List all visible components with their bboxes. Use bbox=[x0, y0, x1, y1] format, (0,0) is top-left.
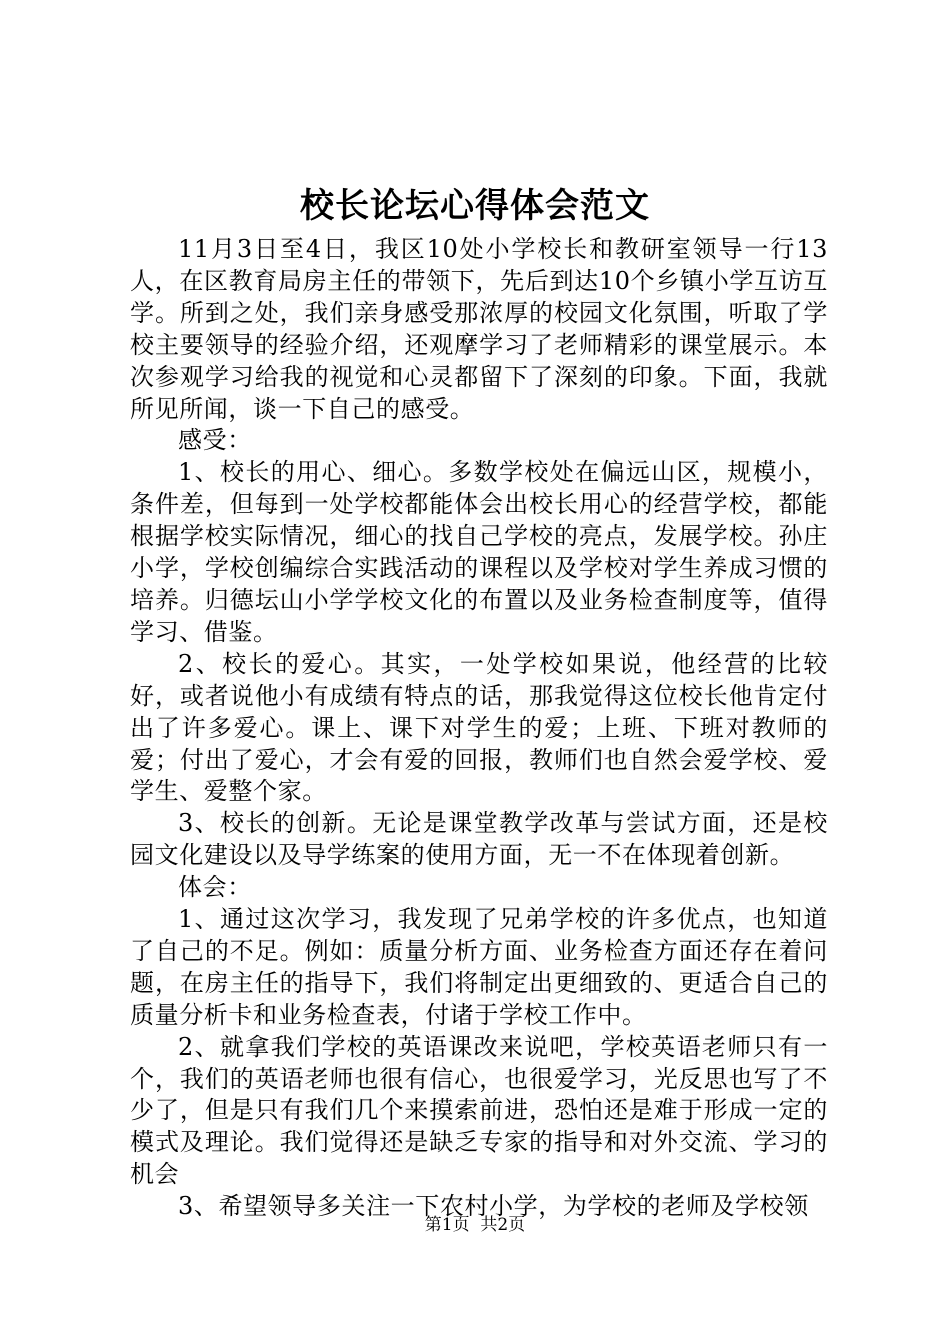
paragraph-experience-3: 3、希望领导多关注一下农村小学，为学校的老师及学校领 bbox=[178, 1192, 809, 1221]
paragraph-feeling-1: 1、校长的用心、细心。多数学校处在偏远山区，规模小，条件差，但每到一处学校都能体会出校长用心的经营学校，都能根据学校实际情况，细心的找自己学校的亮点，发展学校。孙庄小学，学校创编综合实践活动的课程以及学校对学生养成习惯的培养。归德坛山小学学校文化的布置以及业务检查制度等，值得学习、借鉴。 bbox=[130, 458, 828, 646]
document-body bbox=[130, 234, 828, 1223]
page-footer: 第1页 共2页 bbox=[424, 1215, 526, 1235]
document-title: 校长论坛心得体会范文 bbox=[300, 186, 650, 226]
paragraph-feeling-3: 3、校长的创新。无论是课堂教学改革与尝试方面，还是校园文化建设以及导学练案的使用方面，无一不在体现着创新。 bbox=[130, 809, 828, 870]
section-heading-experience: 体会： bbox=[178, 873, 252, 902]
paragraph-intro: 11月3日至4日，我区10处小学校长和教研室领导一行13人，在区教育局房主任的带领下，先后到达10个乡镇小学互访互学。所到之处，我们亲身感受那浓厚的校园文化氛围，听取了学校主要领导的经验介绍，还观摩学习了老师精彩的课堂展示。本次参观学习给我的视觉和心灵都留下了深刻的印象。下面，我就所见所闻，谈一下自己的感受。 bbox=[130, 235, 828, 423]
paragraph-feeling-2: 2、校长的爱心。其实，一处学校如果说，他经营的比较好，或者说他小有成绩有特点的话，那我觉得这位校长他肯定付出了许多爱心。课上、课下对学生的爱；上班、下班对教师的爱；付出了爱心，才会有爱的回报，教师们也自然会爱学校、爱学生、爱整个家。 bbox=[130, 649, 828, 806]
section-heading-feelings: 感受： bbox=[178, 426, 252, 455]
paragraph-experience-1: 1、通过这次学习，我发现了兄弟学校的许多优点，也知道了自己的不足。例如：质量分析方面、业务检查方面还存在着问题，在房主任的指导下，我们将制定出更细致的、更适合自己的质量分析卡和业务检查表，付诸于学校工作中。 bbox=[130, 905, 828, 1029]
paragraph-experience-2: 2、就拿我们学校的英语课改来说吧，学校英语老师只有一个，我们的英语老师也很有信心，也很爱学习，光反思也写了不少了，但是只有我们几个来摸索前进，恐怕还是难于形成一定的模式及理论。我们觉得还是缺乏专家的指导和对外交流、学习的机会 bbox=[130, 1032, 828, 1189]
